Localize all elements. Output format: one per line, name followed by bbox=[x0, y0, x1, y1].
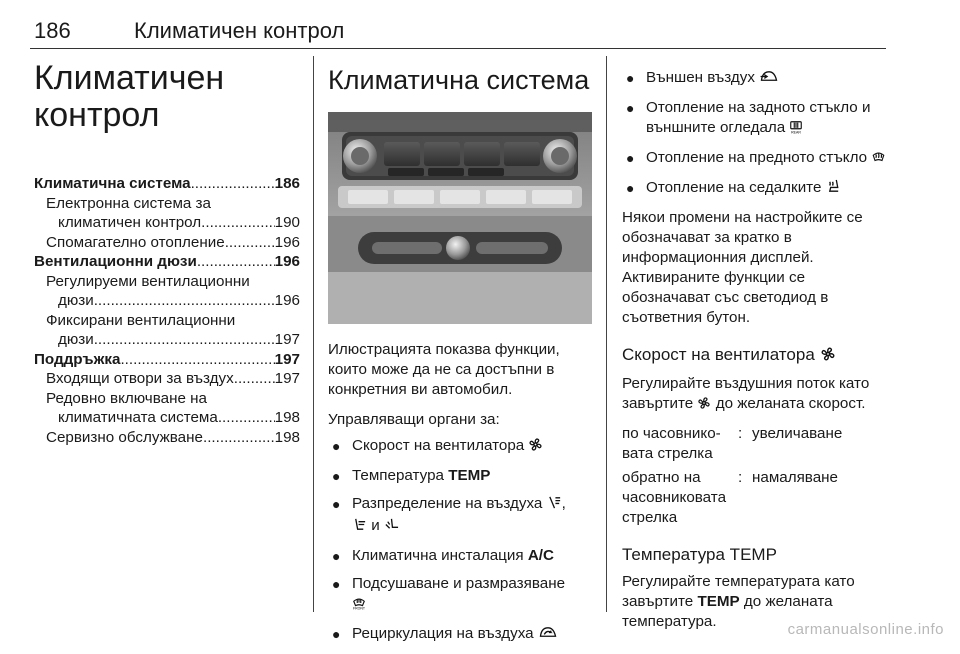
toc-entry[interactable]: климатичната система ..... 198 bbox=[34, 408, 300, 428]
list-item: ● Отопление на седалките bbox=[622, 178, 890, 200]
settings-note: Някои промени на настройките се обозначават за кратко в информационния дисплей. Активираните функции се обозначават със светодиод в съответния бутон. bbox=[622, 209, 863, 326]
table-row: по часовнико-вата стрелка : увеличаване bbox=[622, 425, 843, 462]
column-divider-left bbox=[313, 56, 314, 612]
list-item: ● Скорост на вентилатора bbox=[328, 436, 592, 458]
airflow-feet-icon bbox=[384, 517, 399, 538]
toc-entry[interactable]: Входящи отвори за въздух ..... 197 bbox=[34, 369, 300, 389]
fan-icon bbox=[528, 437, 543, 458]
list-item: ● Рециркулация на въздуха bbox=[328, 624, 592, 646]
airflow-windscreen-icon bbox=[547, 495, 562, 516]
svg-text:FRONT: FRONT bbox=[352, 606, 366, 610]
toc-entry[interactable]: дюзи ..... 196 bbox=[34, 291, 300, 311]
svg-text:REAR: REAR bbox=[791, 130, 802, 134]
page-header bbox=[30, 14, 886, 50]
toc-entry[interactable]: Вентилационни дюзи ..... 196 bbox=[34, 252, 300, 272]
list-item: ● Температура TEMP bbox=[328, 466, 592, 486]
toc-entry[interactable]: дюзи ..... 197 bbox=[34, 330, 300, 350]
rotation-table bbox=[622, 424, 890, 528]
column-controls bbox=[622, 60, 890, 632]
toc-entry[interactable]: Поддръжка ..... 197 bbox=[34, 350, 300, 370]
airflow-body-icon bbox=[352, 517, 367, 538]
toc-entry[interactable]: Климатична система ..... 186 bbox=[34, 174, 300, 194]
seat-heating-icon bbox=[826, 179, 841, 200]
toc-entry[interactable]: Фиксирани вентилационни bbox=[46, 311, 236, 329]
list-item: ● Разпределение на въздуха , и bbox=[328, 494, 592, 538]
table-row: обратно на часовниковата стрелка : намаляване bbox=[622, 469, 838, 526]
front-defrost-icon bbox=[352, 596, 366, 616]
figure-caption: Илюстрацията показва функции, които може да не са достъпни в конкретния ви автомобил. bbox=[328, 341, 560, 398]
outside-air-icon bbox=[759, 69, 779, 90]
list-item: ● Отопление на задното стъкло и външните огледала REAR bbox=[622, 98, 890, 140]
section-heading: Климатична система bbox=[328, 65, 590, 95]
controls-intro: Управляващи органи за: bbox=[328, 411, 500, 428]
climate-panel-photo bbox=[328, 112, 592, 324]
fan-icon bbox=[820, 346, 836, 368]
chapter-title-line1: Климатичен bbox=[34, 59, 225, 97]
fan-speed-heading: Скорост на вентилатора bbox=[622, 344, 890, 368]
temperature-text: Регулирайте температурата като завъртите TEMP до желаната температура. bbox=[622, 573, 855, 630]
controls-list bbox=[328, 436, 592, 646]
toc-entry[interactable]: Електронна система за bbox=[46, 194, 211, 212]
column-climate-system bbox=[328, 60, 592, 654]
rear-defrost-icon bbox=[789, 120, 803, 140]
recirculation-icon bbox=[538, 625, 558, 646]
column-divider-right bbox=[606, 56, 607, 612]
windscreen-heating-icon bbox=[871, 150, 886, 170]
page-number: 186 bbox=[34, 18, 71, 43]
toc-entry[interactable]: Редовно включване на bbox=[46, 389, 207, 407]
chapter-title-line2: контрол bbox=[34, 96, 160, 134]
column-contents bbox=[34, 60, 300, 447]
controls-list-continued bbox=[622, 68, 890, 200]
temperature-heading: Температура TEMP bbox=[622, 545, 777, 564]
list-item: ● Климатична инсталация A/C bbox=[328, 546, 592, 566]
toc-entry[interactable]: климатичен контрол ..... 190 bbox=[34, 213, 300, 233]
chapter-title bbox=[34, 60, 300, 134]
list-item: ● Отопление на предното стъкло bbox=[622, 148, 890, 170]
toc-entry[interactable]: Сервизно обслужване ..... 198 bbox=[34, 428, 300, 448]
header-rule bbox=[30, 48, 886, 49]
list-item: ● Външен въздух bbox=[622, 68, 890, 90]
fan-icon bbox=[697, 396, 711, 416]
list-item: ● Подсушаване и размразяване FRONT bbox=[328, 574, 592, 616]
toc-entry[interactable]: Регулируеми вентилационни bbox=[46, 272, 250, 290]
fan-speed-text: Регулирайте въздушния поток като завъртите до желаната скорост. bbox=[622, 374, 890, 416]
table-of-contents bbox=[34, 174, 300, 447]
running-header-title: Климатичен контрол bbox=[134, 18, 345, 43]
toc-entry[interactable]: Спомагателно отопление ..... 196 bbox=[34, 233, 300, 253]
watermark: carmanualsonline.info bbox=[787, 621, 944, 638]
